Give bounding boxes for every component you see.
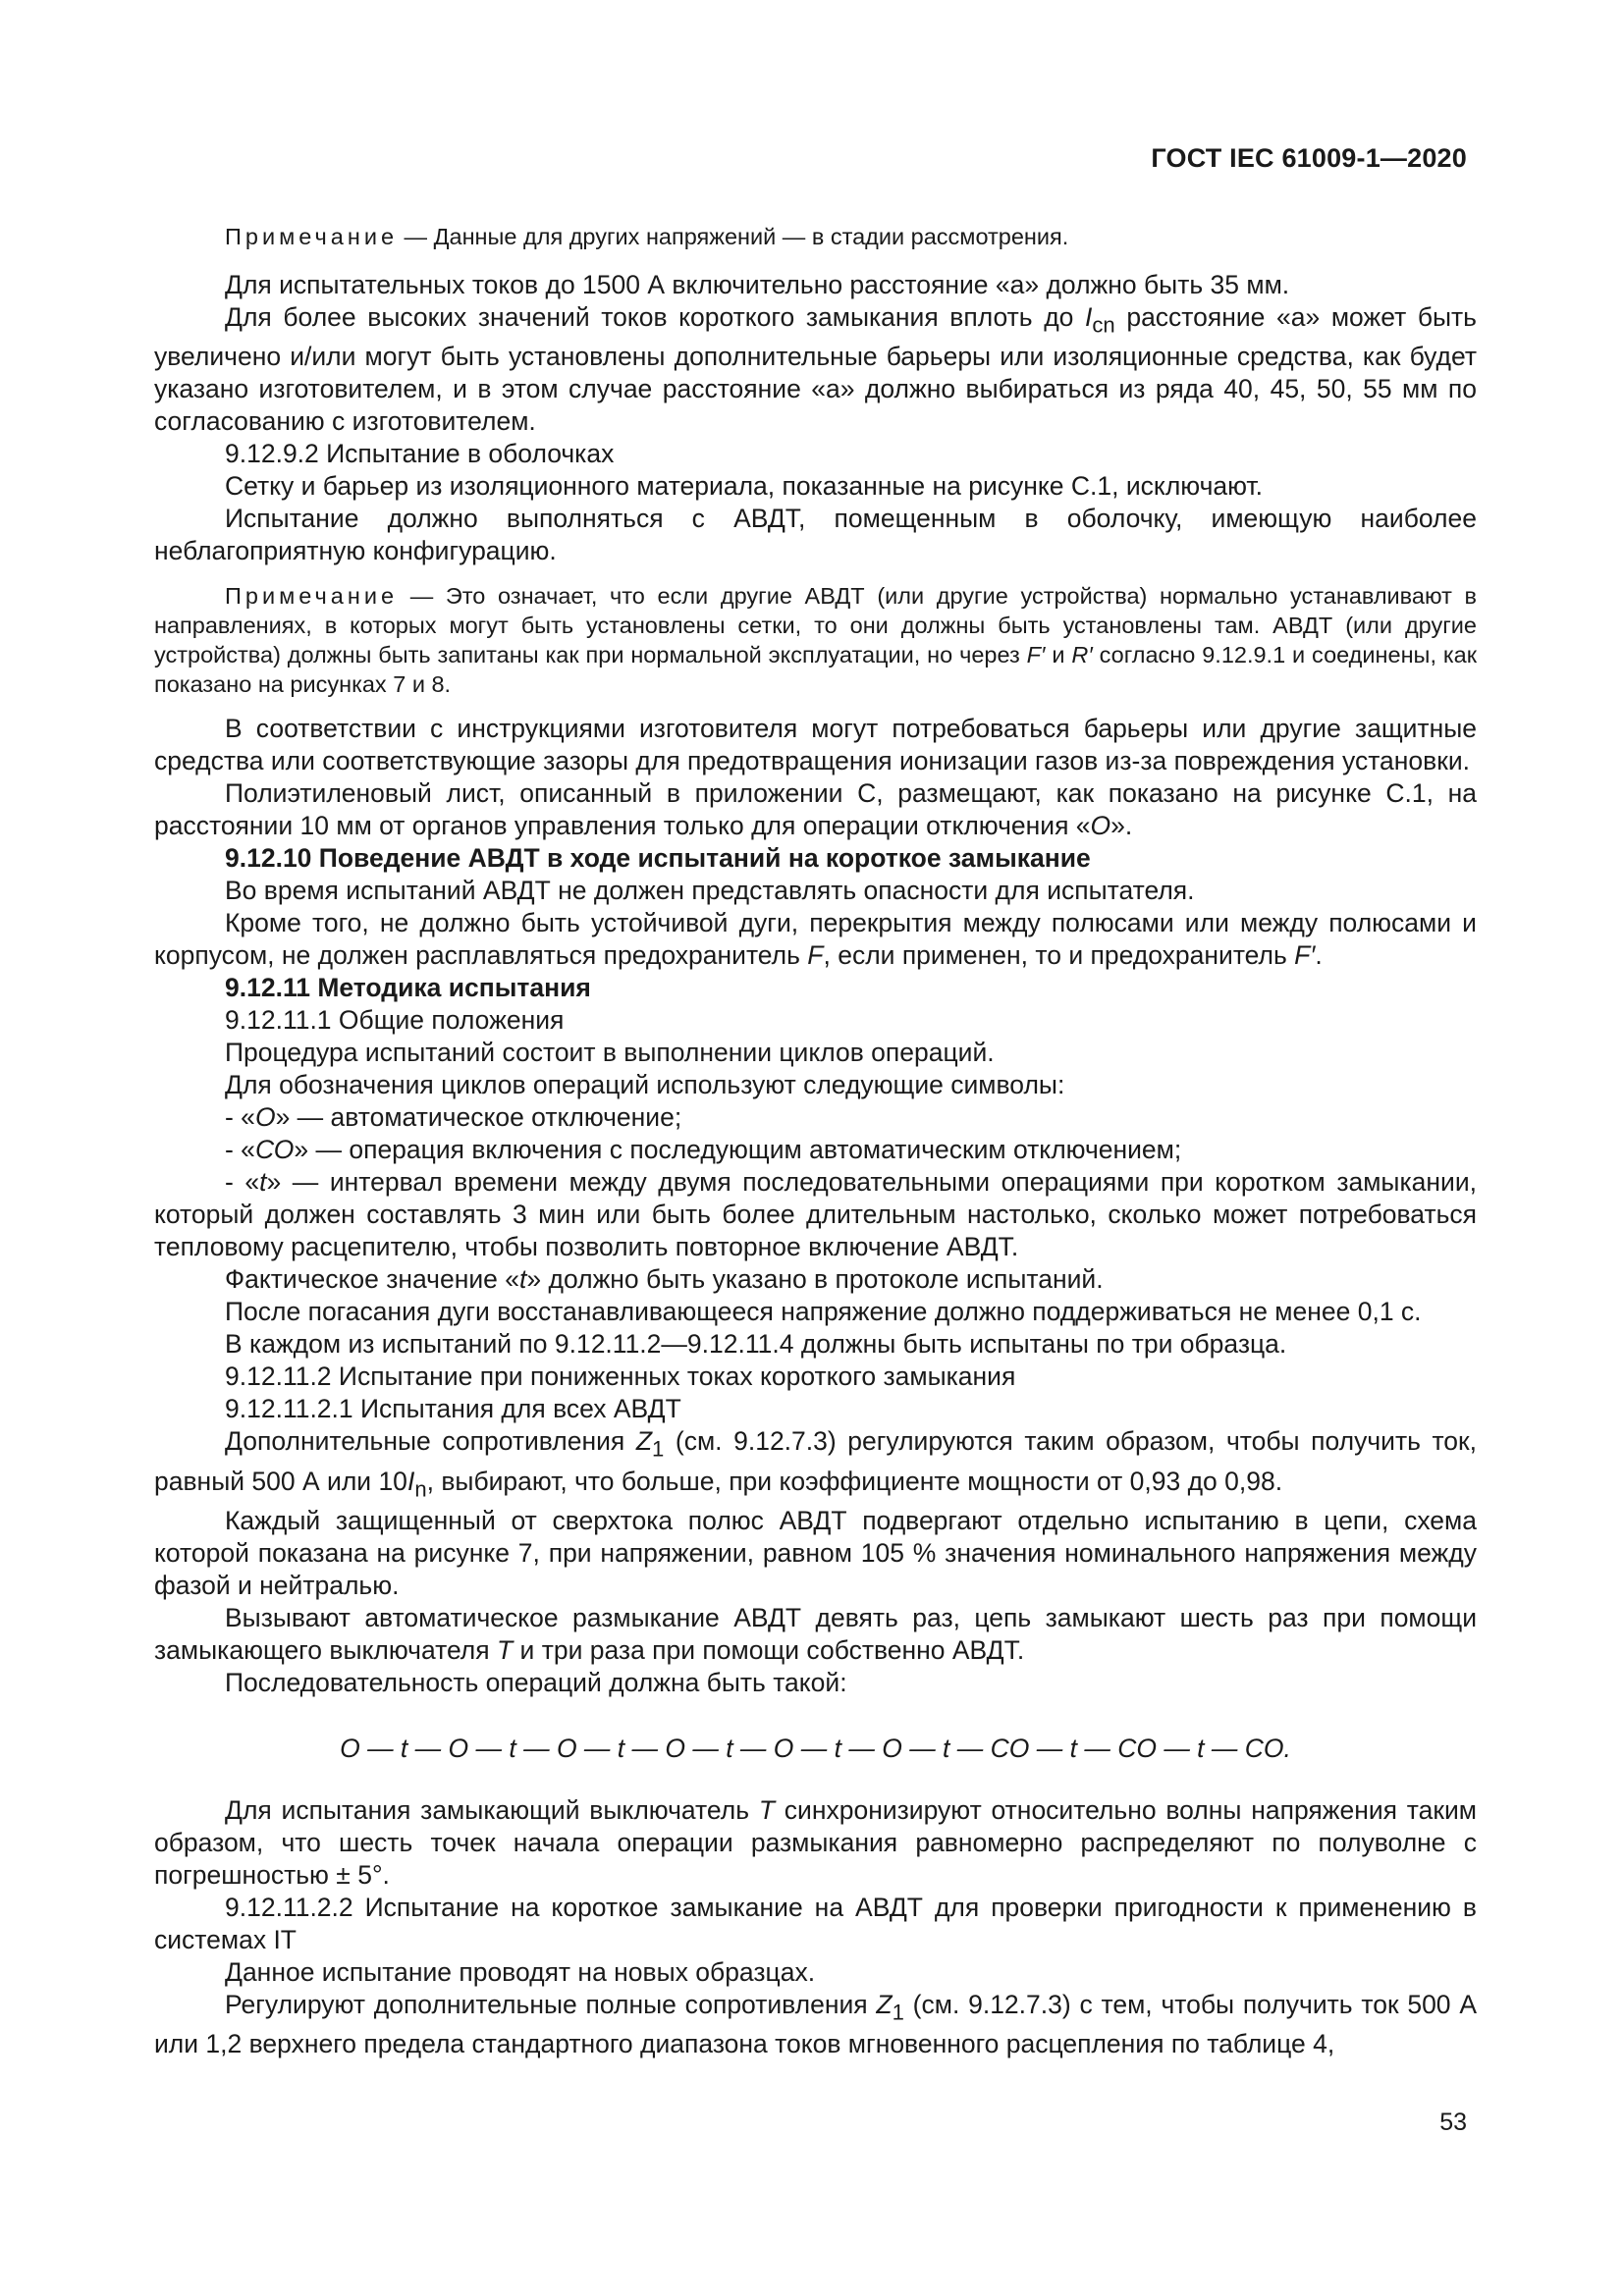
paragraph: Полиэтиленовый лист, описанный в приложении С, размещают, как показано на рисунке С.1, на расстоянии 10 мм от органов управления только для операции отключения «О». [154,778,1477,841]
note-1: Примечание — Данные для других напряжений — в стадии рассмотрения. [225,224,1069,249]
paragraph: В каждом из испытаний по 9.12.11.2—9.12.11.4 должны быть испытаны по три образца. [225,1329,1287,1360]
section-heading: 9.12.11 Методика испытания [225,973,591,1003]
paragraph: В соответствии с инструкциями изготовителя могут потребоваться барьеры или другие защитные средства или соответствующие зазоры для предотвращения ионизации газов из-за повреждения установки. [154,714,1477,776]
paragraph: Последовательность операций должна быть такой: [225,1667,847,1697]
paragraph: Для испытательных токов до 1500 А включительно расстояние «а» должно быть 35 мм. [225,270,1290,299]
paragraph: Регулируют дополнительные полные сопротивления $Z_1$ (см. 9.12.7.3) с тем, чтобы получить ток 500 А или 1,2 верхнего предела стандартного диапазона токов мгновенного расцепления по таблице 4, [154,1989,1477,2059]
paragraph: Во время испытаний АВДТ не должен представлять опасности для испытателя. [225,876,1195,906]
page-number: 53 [1439,2109,1467,2136]
list-item: - «t» — интервал времени между двумя последовательными операциями при коротком замыкании, который должен составлять 3 мин или быть более длительным настолько, сколько может потребоваться тепловому расцепителю, чтобы позволить повторное включение АВДТ. [154,1167,1477,1262]
paragraph: Дополнительные сопротивления $Z_1$ (см. 9.12.7.3) регулируются таким образом, чтобы получить ток, равный 500 А или $10I_n$, выбирают, что больше, при коэффициенте мощности от 0,93 до 0,98. [154,1426,1477,1501]
note-label: Примечание [225,224,399,249]
section-heading: 9.12.11.2 Испытание при пониженных токах короткого замыкания [225,1362,1016,1392]
paragraph: После погасания дуги восстанавливающееся напряжение должно поддерживаться не менее 0,1 с. [225,1297,1422,1327]
document-header: ГОСТ IEC 61009-1—2020 [1151,143,1467,173]
section-heading: 9.12.10 Поведение АВДТ в ходе испытаний на короткое замыкание [225,843,1091,874]
paragraph: Для обозначения циклов операций используют следующие символы: [225,1070,1065,1100]
paragraph: Фактическое значение «t» должно быть указано в протоколе испытаний. [225,1264,1104,1295]
paragraph: Сетку и барьер из изоляционного материала, показанные на рисунке С.1, исключают. [225,471,1263,502]
section-heading: 9.12.11.2.1 Испытания для всех АВДТ [225,1394,681,1424]
paragraph: Испытание должно выполняться с АВДТ, помещенным в оболочку, имеющую наиболее неблагоприятную конфигурацию. [154,504,1477,566]
operation-sequence-formula: O — t — O — t — O — t — O — t — O — t — O — t — CO — t — CO — t — CO. [340,1733,1291,1763]
paragraph: Вызывают автоматическое размыкание АВДТ девять раз, цепь замыкают шесть раз при помощи замыкающего выключателя Т и три раза при помощи собственно АВДТ. [154,1602,1477,1665]
note-2: Примечание — Это означает, что если другие АВДТ (или другие устройства) нормально устанавливают в направлениях, в которых могут быть установлены сетки, то они должны быть установлены там. АВДТ (или другие устройства) должны быть запитаны как при нормальной эксплуатации, но через F′ и R′ согласно 9.12.9.1 и соединены, как показано на рисунках 7 и 8. [154,583,1478,698]
list-item: - «О» — автоматическое отключение; [225,1102,682,1133]
section-heading: 9.12.11.2.2 Испытание на короткое замыкание на АВДТ для проверки пригодности к применению в системах IT [154,1892,1477,1954]
section-heading: 9.12.11.1 Общие положения [225,1005,565,1036]
paragraph: Для испытания замыкающий выключатель Т синхронизируют относительно волны напряжения таким образом, что шесть точек начала операции размыкания равномерно распределяют по полуволне с погрешностью ± 5°. [154,1794,1477,1890]
list-item: - «СО» — операция включения с последующим автоматическим отключением; [225,1135,1182,1165]
paragraph: Каждый защищенный от сверхтока полюс АВДТ подвергают отдельно испытанию в цепи, схема которой показана на рисунке 7, при напряжении, равном 105 % значения номинального напряжения между фазой и нейтралью. [154,1505,1477,1600]
section-heading: 9.12.9.2 Испытание в оболочках [225,439,615,469]
note-label: Примечание [225,583,399,610]
paragraph: Кроме того, не должно быть устойчивой дуги, перекрытия между полюсами или между полюсами и корпусом, не должен расплавляться предохранитель F, если применен, то и предохранитель F′. [154,908,1477,971]
paragraph: Данное испытание проводят на новых образцах. [225,1956,816,1987]
paragraph: Для более высоких значений токов короткого замыкания вплоть до $I_{cn}$ расстояние «а» может быть увеличено и/или могут быть установлены дополнительные барьеры или изоляционные средства, как будет указано изготовителем, и в этом случае расстояние «а» должно выбираться из ряда 40, 45, 50, 55 мм по согласованию с изготовителем. [154,302,1477,437]
document-body [154,222,1477,2060]
paragraph: Процедура испытаний состоит в выполнении циклов операций. [225,1038,995,1068]
